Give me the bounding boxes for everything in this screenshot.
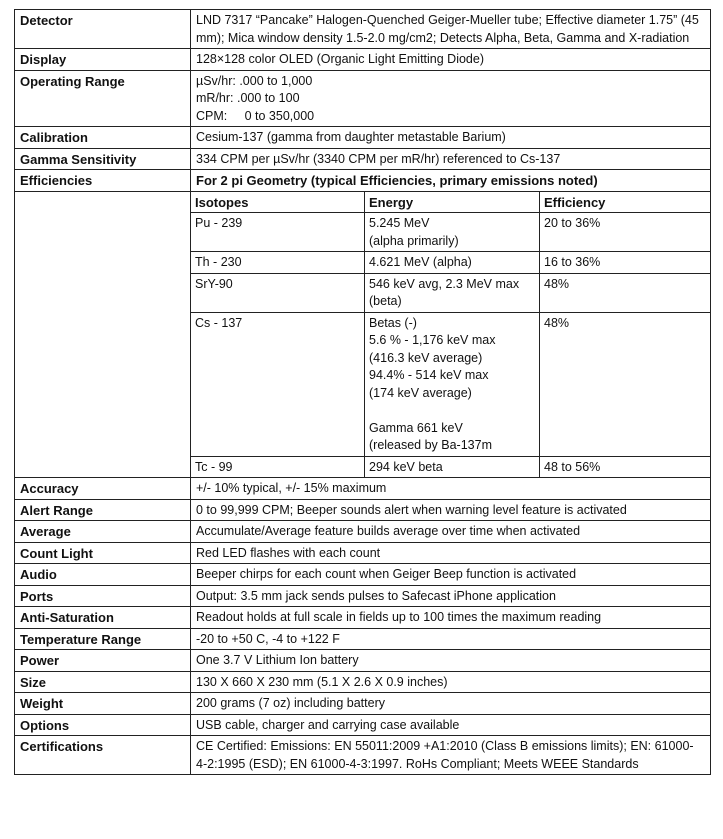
efficiencies-header: For 2 pi Geometry (typical Efficiencies, primary emissions noted): [191, 170, 711, 192]
spec-row-gamma-sensitivity: [15, 148, 711, 170]
spec-row-display: [15, 49, 711, 71]
spec-value: µSv/hr: .000 to 1,000 mR/hr: .000 to 100 CPM: 0 to 350,000: [191, 70, 711, 127]
spec-label: Size: [15, 671, 191, 693]
spec-row-temperature-range: [15, 628, 711, 650]
spec-label: Gamma Sensitivity: [15, 148, 191, 170]
isotope-efficiency: 48%: [540, 273, 711, 312]
spec-label: Audio: [15, 564, 191, 586]
isotope-name: Cs - 137: [191, 312, 365, 456]
isotope-header-row: [191, 192, 710, 213]
spec-label: Display: [15, 49, 191, 71]
spec-label: Average: [15, 521, 191, 543]
spec-row-size: [15, 671, 711, 693]
isotope-name: Th - 230: [191, 252, 365, 274]
spec-row-average: [15, 521, 711, 543]
spec-row-alert-range: [15, 499, 711, 521]
spec-label: Anti-Saturation: [15, 607, 191, 629]
isotope-energy: 4.621 MeV (alpha): [365, 252, 540, 274]
isotope-energy: 294 keV beta: [365, 456, 540, 477]
isotope-name: SrY-90: [191, 273, 365, 312]
isotope-energy: 5.245 MeV (alpha primarily): [365, 213, 540, 252]
spec-label: Accuracy: [15, 478, 191, 500]
isotope-row: [191, 273, 710, 312]
spec-row-audio: [15, 564, 711, 586]
column-header: Isotopes: [191, 192, 365, 213]
spec-value: +/- 10% typical, +/- 15% maximum: [191, 478, 711, 500]
spec-row-count-light: [15, 542, 711, 564]
isotope-row: [191, 213, 710, 252]
isotope-efficiency: 48 to 56%: [540, 456, 711, 477]
spec-row-detector: [15, 10, 711, 49]
spec-value: 200 grams (7 oz) including battery: [191, 693, 711, 715]
isotope-table-cell: [191, 191, 711, 478]
isotope-row: [191, 252, 710, 274]
spec-row-anti-saturation: [15, 607, 711, 629]
spec-label: Detector: [15, 10, 191, 49]
isotope-efficiency: 20 to 36%: [540, 213, 711, 252]
spec-row-options: [15, 714, 711, 736]
spec-label: Weight: [15, 693, 191, 715]
spec-row-weight: [15, 693, 711, 715]
spec-label: Count Light: [15, 542, 191, 564]
spec-value: Readout holds at full scale in fields up to 100 times the maximum reading: [191, 607, 711, 629]
spec-value: Accumulate/Average feature builds average over time when activated: [191, 521, 711, 543]
isotope-energy: 546 keV avg, 2.3 MeV max (beta): [365, 273, 540, 312]
spec-table: [14, 9, 711, 775]
spec-value: 130 X 660 X 230 mm (5.1 X 2.6 X 0.9 inches): [191, 671, 711, 693]
spec-value: 128×128 color OLED (Organic Light Emitting Diode): [191, 49, 711, 71]
column-header: Energy: [365, 192, 540, 213]
spec-value: -20 to +50 C, -4 to +122 F: [191, 628, 711, 650]
spec-row-operating-range: [15, 70, 711, 127]
isotope-name: Tc - 99: [191, 456, 365, 477]
isotope-row: [191, 456, 710, 477]
spec-row-accuracy: [15, 478, 711, 500]
spec-value: 0 to 99,999 CPM; Beeper sounds alert when warning level feature is activated: [191, 499, 711, 521]
spec-label: Options: [15, 714, 191, 736]
spec-value: Red LED flashes with each count: [191, 542, 711, 564]
spec-value: One 3.7 V Lithium Ion battery: [191, 650, 711, 672]
spec-label: Certifications: [15, 736, 191, 775]
spec-label-empty: [15, 191, 191, 478]
spec-label: Operating Range: [15, 70, 191, 127]
isotope-energy: Betas (-) 5.6 % - 1,176 keV max (416.3 keV average) 94.4% - 514 keV max (174 keV average) Gamma 661 keV (released by Ba-137m: [365, 312, 540, 456]
spec-row-isotopes: [15, 191, 711, 478]
spec-label: Temperature Range: [15, 628, 191, 650]
spec-value: CE Certified: Emissions: EN 55011:2009 +A1:2010 (Class B emissions limits); EN: 61000-4-2:1995 (ESD); EN 61000-4-3:1997. RoHs Compliant; Meets WEEE Standards: [191, 736, 711, 775]
spec-value: Cesium-137 (gamma from daughter metastable Barium): [191, 127, 711, 149]
spec-value: Output: 3.5 mm jack sends pulses to Safecast iPhone application: [191, 585, 711, 607]
spec-row-ports: [15, 585, 711, 607]
isotope-row: [191, 312, 710, 456]
spec-row-efficiencies: [15, 170, 711, 192]
column-header: Efficiency: [540, 192, 711, 213]
isotope-name: Pu - 239: [191, 213, 365, 252]
isotope-table: [191, 192, 710, 478]
spec-label: Ports: [15, 585, 191, 607]
spec-label: Power: [15, 650, 191, 672]
isotope-efficiency: 48%: [540, 312, 711, 456]
spec-row-certifications: [15, 736, 711, 775]
spec-label: Efficiencies: [15, 170, 191, 192]
spec-label: Alert Range: [15, 499, 191, 521]
spec-value: 334 CPM per µSv/hr (3340 CPM per mR/hr) referenced to Cs-137: [191, 148, 711, 170]
isotope-efficiency: 16 to 36%: [540, 252, 711, 274]
spec-value: Beeper chirps for each count when Geiger Beep function is activated: [191, 564, 711, 586]
spec-row-power: [15, 650, 711, 672]
spec-value: LND 7317 “Pancake” Halogen-Quenched Geiger-Mueller tube; Effective diameter 1.75” (45 mm); Mica window density 1.5-2.0 mg/cm2; Detects Alpha, Beta, Gamma and X-radiation: [191, 10, 711, 49]
spec-label: Calibration: [15, 127, 191, 149]
spec-row-calibration: [15, 127, 711, 149]
spec-value: USB cable, charger and carrying case available: [191, 714, 711, 736]
